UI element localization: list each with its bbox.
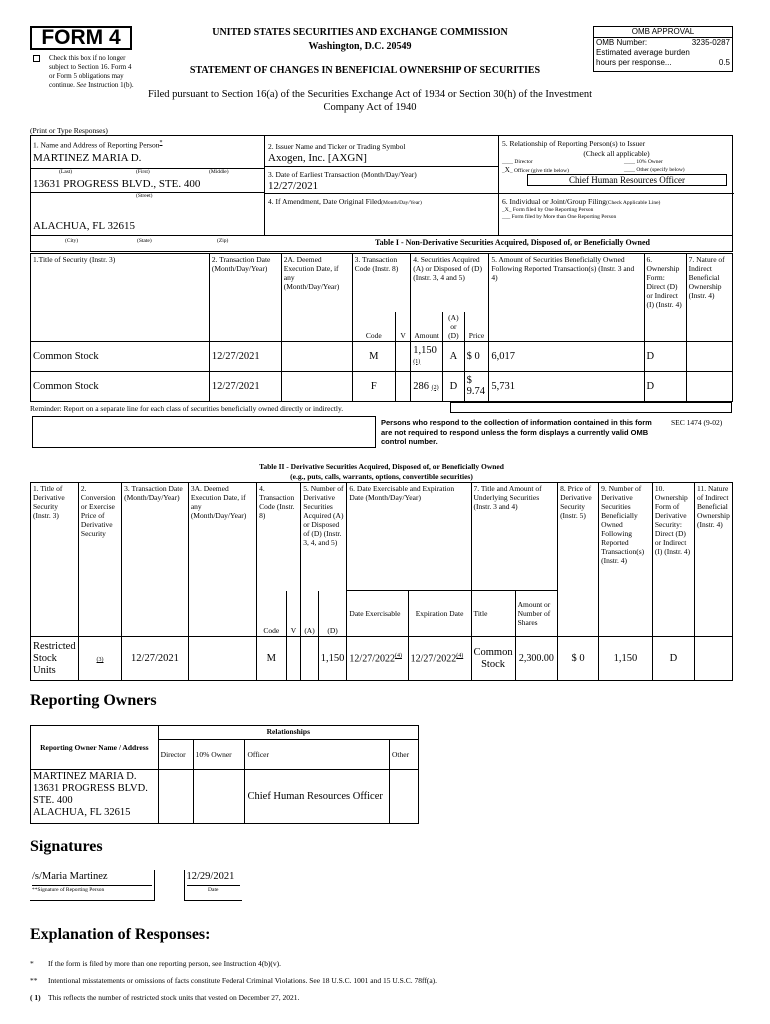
director-option[interactable]: Director [514, 159, 533, 165]
t2-r0-date: 12/27/2021 [122, 637, 189, 681]
checkbox-text: Check this box if no longer subject to Section 16. Form 4 or Form 5 obligations may continue. [49, 54, 132, 89]
t1-r0-v [395, 341, 410, 371]
group-one-mark[interactable]: X [504, 207, 509, 213]
signature-date-label: Date [187, 885, 241, 894]
t1-h-date: 2. Transaction Date (Month/Day/Year) [209, 254, 281, 342]
table-row [31, 341, 733, 371]
signatures-table [30, 870, 242, 901]
owners-h-owner: 10% Owner [193, 740, 245, 770]
last-label: (Last) [59, 169, 73, 175]
t2-h-conv: 2. Conversion or Exercise Price of Derivative Security [78, 483, 121, 637]
state-label: (State) [137, 238, 152, 244]
t1-h-deemed: 2A. Deemed Execution Date, if any (Month/Day/Year) [281, 254, 352, 342]
filed-pursuant: Filed pursuant to Section 16(a) of the Securities Exchange Act of 1934 or Section 30(h) of the Investment Company Act of 1940 [147, 89, 593, 113]
sec-number: SEC 1474 (9-02) [671, 418, 723, 427]
table2-subtitle: (e.g., puts, calls, warrants, options, convertible securities) [290, 472, 473, 481]
explanation-text: This reflects the number of restricted stock units that vested on December 27, 2021. [48, 993, 300, 1002]
t2-r0-under-amt: 2,300.00 [515, 637, 557, 681]
amendment-small: (Month/Day/Year) [381, 200, 422, 206]
print-type-note: (Print or Type Responses) [30, 126, 108, 135]
t1-r0-date: 12/27/2021 [209, 341, 281, 371]
issuer-label: 2. Issuer Name and Ticker or Trading Symbol [268, 142, 406, 151]
t1-r1-nature [686, 371, 732, 401]
omb-burden: Estimated average burden [596, 48, 690, 57]
omb-title: OMB APPROVAL [594, 27, 732, 38]
explanation-item [30, 993, 730, 1002]
t2-h-code: 4. Transaction Code (Instr. 8) [257, 483, 301, 591]
t1-h-owned: 5. Amount of Securities Beneficially Owned Following Reported Transaction(s) (Instr. 3 and 4) [489, 254, 644, 342]
owner-name-line: 13631 PROGRESS BLVD. [33, 783, 148, 794]
table-row [31, 637, 733, 681]
t2-h-t: Title [471, 591, 515, 637]
explanation-item [30, 976, 730, 985]
t1-r1-amount: 286 [413, 380, 429, 392]
owner-name-line: MARTINEZ MARIA D. [33, 771, 137, 782]
other-option[interactable]: Other (specify below) [636, 167, 685, 173]
t2-r0-owned: 1,150 [599, 637, 653, 681]
amendment-label: 4. If Amendment, Date Original Filed [268, 197, 382, 206]
t2-h-code-sub: Code [257, 591, 286, 637]
officer-mark[interactable]: X [504, 166, 510, 174]
t1-h-v: V [395, 312, 410, 342]
t1-r1-v [395, 371, 410, 401]
table-row [31, 770, 419, 824]
t2-h-a: (A) [301, 591, 319, 637]
first-label: (First) [136, 169, 150, 175]
form-title: FORM 4 [30, 26, 132, 50]
t1-r0-ad: A [443, 341, 465, 371]
t2-h-expiration: Expiration Date [408, 591, 471, 637]
t1-r0-code: M [352, 341, 395, 371]
t1-h-code: 3. Transaction Code (Instr. 8) [352, 254, 411, 312]
group-one-option[interactable]: Form filed by One Reporting Person [512, 207, 594, 213]
signature-label: Signature of Reporting Person [37, 887, 105, 893]
owner-name-line: STE. 400 [33, 795, 73, 806]
t1-r0-fn[interactable]: (1) [413, 358, 421, 365]
t1-h-amount: Amount [411, 312, 443, 342]
signatures-heading: Signatures [30, 838, 103, 855]
t1-h-aord: (A) or (D) [443, 312, 465, 342]
omb-hours: 0.5 [718, 58, 730, 67]
explanation-text: Intentional misstatements or omissions of facts constitute Federal Criminal Violations. See 18 U.S.C. 1001 and 15 U.S.C. 78ff(a). [48, 976, 438, 985]
checkbox-instr: Instruction 1(b). [88, 81, 134, 89]
t1-r1-deemed [281, 371, 352, 401]
relationship-sub: (Check all applicable) [583, 149, 650, 158]
t2-r0-under-title: Common Stock [471, 637, 515, 681]
explanation-mark: ( 1) [30, 993, 41, 1002]
omb-approval-box [593, 26, 733, 72]
earliest-date: 12/27/2021 [268, 180, 319, 192]
t1-r0-nature [686, 341, 732, 371]
t1-r1-price: $ 9.74 [464, 371, 489, 401]
t2-r0-exp: 12/27/2022 [410, 653, 457, 665]
t2-h-amt: Amount or Number of Shares [515, 591, 557, 637]
reminder-box-left [32, 416, 376, 448]
t1-r1-title: Common Stock [31, 371, 210, 401]
t1-r1-date: 12/27/2021 [209, 371, 281, 401]
t2-h-date-exercisable: Date Exercisable [347, 591, 408, 637]
t2-h-underlying: 7. Title and Amount of Underlying Securities (Instr. 3 and 4) [471, 483, 558, 591]
reporter-label-sup: * [159, 140, 163, 146]
t1-r1-code: F [352, 371, 395, 401]
explanation-heading: Explanation of Responses: [30, 926, 211, 943]
t2-h-v: V [286, 591, 301, 637]
owners-h-officer: Officer [245, 740, 390, 770]
reporter-name: MARTINEZ MARIA D. [33, 152, 142, 164]
group-filing-small: (Check Applicable Line) [605, 200, 661, 206]
middle-label: (Middle) [209, 169, 229, 175]
agency-city: Washington, D.C. 20549 [308, 41, 412, 52]
table-derivative [30, 482, 733, 681]
t1-r0-title: Common Stock [31, 341, 210, 371]
owners-h-other: Other [390, 740, 419, 770]
t2-h-form: 10. Ownership Form of Derivative Security: Direct (D) or Indirect (I) (Instr. 4) [652, 483, 694, 637]
t1-h-code-sub: Code [352, 312, 395, 342]
t2-h-exercisable: 6. Date Exercisable and Expiration Date (Month/Day/Year) [347, 483, 471, 591]
reporter-street: 13631 PROGRESS BLVD., STE. 400 [33, 178, 201, 190]
persons-respond: Persons who respond to the collection of information contained in this form are not required to respond unless the form displays a currently valid OMB control number. [381, 418, 652, 446]
t1-r1-form: D [644, 371, 686, 401]
owners-h-name: Reporting Owner Name / Address [31, 726, 159, 770]
group-filing-label: 6. Individual or Joint/Group Filing [502, 197, 606, 206]
t2-r0-conv-fn[interactable]: (3) [96, 657, 104, 663]
owner-option[interactable]: 10% Owner [636, 159, 663, 165]
t1-r0-owned: 6,017 [489, 341, 644, 371]
explanation-item [30, 959, 730, 968]
reminder-box-right [450, 402, 732, 413]
reporter-city: ALACHUA, FL 32615 [33, 220, 135, 232]
t2-h-d: (D) [318, 591, 347, 637]
t1-r0-form: D [644, 341, 686, 371]
t2-h-deemed: 3A. Deemed Execution Date, if any (Month/Day/Year) [188, 483, 256, 637]
reporting-owners-heading: Reporting Owners [30, 692, 157, 709]
t2-r0-code: M [257, 637, 286, 681]
t2-r0-a [301, 637, 319, 681]
t1-r1-owned: 5,731 [489, 371, 644, 401]
t2-r0-exer: 12/27/2022 [349, 653, 395, 665]
checkbox-see: See [76, 81, 87, 89]
t1-r1-ad: D [443, 371, 465, 401]
t1-h-title: 1.Title of Security (Instr. 3) [31, 254, 210, 342]
reporting-owners-table [30, 725, 419, 824]
city-label: (City) [65, 238, 79, 244]
table-non-derivative [30, 253, 733, 402]
t2-h-owned: 9. Number of Derivative Securities Beneficially Owned Following Reported Transaction(s) (Instr. 4) [599, 483, 653, 637]
t1-r1-fn[interactable]: (2) [431, 384, 439, 391]
t2-r0-exer-fn[interactable]: (4) [394, 652, 402, 659]
reminder-text: Reminder: Report on a separate line for each class of securities beneficially owned directly or indirectly. [30, 404, 344, 413]
t1-r0-amount: 1,150 [413, 344, 437, 356]
t1-r0-deemed [281, 341, 352, 371]
t2-r0-nature [694, 637, 732, 681]
explanation-mark: ** [30, 976, 38, 985]
t2-r0-form: D [652, 637, 694, 681]
owner-officer-title: Chief Human Resources Officer [245, 770, 390, 824]
no-longer-subject-checkbox[interactable] [33, 55, 40, 62]
reporting-info-box: 1. Name and Address of Reporting Person* MARTINEZ MARIA D. (Last) (First) (Middle) 13631 PROGRESS BLVD., STE. 400 (Street) ALACHUA, FL 32615 2. Issuer Name and Ticker or Trading Symbol Axogen, Inc. [AXGN] 3. Date of Earliest Transaction (Month/Day/Year) 12/27/2021 4. If Amendment, Date Original Filed(Month/Day/Year) 5. Relationship of Reporting Person(s) to Issuer (Check all applicable) ____ Director ____ 10% Owner _X_ Officer (give title below) ____ Other (specify below) Chief Human Resources Officer 6. Individual or Joint/Group Filing(Check Applicable Line) _X_ Form filed by One Reporting Person ___ Form filed by More than One Reporting Person [30, 135, 733, 236]
owners-h-rel: Relationships [158, 726, 418, 740]
statement-title: STATEMENT OF CHANGES IN BENEFICIAL OWNERSHIP OF SECURITIES [189, 65, 541, 76]
t2-h-number: 5. Number of Derivative Securities Acquired (A) or Disposed of (D) (Instr. 3, 4, and 5) [301, 483, 347, 591]
table2-title: Table II - Derivative Securities Acquired, Disposed of, or Beneficially Owned [259, 462, 504, 471]
explanation-mark: * [30, 959, 34, 968]
t1-h-form: 6. Ownership Form: Direct (D) or Indirect (I) (Instr. 4) [644, 254, 686, 342]
t2-r0-price: $ 0 [558, 637, 599, 681]
group-more-option[interactable]: Form filed by More than One Reporting Person [511, 214, 617, 220]
signature: /s/Maria Martinez [32, 871, 108, 882]
explanation-text: If the form is filed by more than one reporting person, see Instruction 4(b)(v). [48, 959, 282, 968]
t1-h-price: Price [464, 312, 489, 342]
table-row [31, 371, 733, 401]
t2-h-price: 8. Price of Derivative Security (Instr. 5) [558, 483, 599, 637]
t2-r0-v [286, 637, 301, 681]
no-longer-subject-checkbox-area [33, 54, 139, 90]
t1-h-nature: 7. Nature of Indirect Beneficial Ownership (Instr. 4) [686, 254, 732, 342]
officer-title: Chief Human Resources Officer [527, 174, 727, 186]
t2-r0-deemed [188, 637, 256, 681]
signature-date: 12/29/2021 [186, 871, 235, 882]
t2-h-nature: 11. Nature of Indirect Beneficial Ownership (Instr. 4) [694, 483, 732, 637]
zip-label: (Zip) [217, 238, 229, 244]
owner-name-line: ALACHUA, FL 32615 [33, 807, 131, 818]
relationship-label: 5. Relationship of Reporting Person(s) to Issuer [502, 139, 646, 148]
t2-r0-d: 1,150 [318, 637, 347, 681]
t2-h-title: 1. Title of Derivative Security (Instr. 3) [31, 483, 79, 637]
t1-h-acquired: 4. Securities Acquired (A) or Disposed of (D) (Instr. 3, 4 and 5) [411, 254, 489, 312]
omb-number: 3235-0287 [691, 38, 730, 47]
t2-r0-title: Restricted Stock Units [31, 637, 79, 681]
t1-r0-price: $ 0 [464, 341, 489, 371]
earliest-date-label: 3. Date of Earliest Transaction (Month/Day/Year) [268, 170, 417, 179]
omb-number-label: OMB Number: [596, 38, 648, 47]
issuer-name: Axogen, Inc. [AXGN] [268, 152, 367, 164]
officer-option[interactable]: Officer (give title below) [513, 168, 569, 174]
t2-h-date: 3. Transaction Date (Month/Day/Year) [122, 483, 189, 637]
table1-title: Table I - Non-Derivative Securities Acquired, Disposed of, or Beneficially Owned [375, 238, 650, 247]
owners-h-director: Director [158, 740, 193, 770]
agency-name: UNITED STATES SECURITIES AND EXCHANGE COMMISSION [212, 27, 508, 38]
street-label: (Street) [136, 193, 153, 199]
omb-hours-label: hours per response... [596, 58, 672, 67]
reporter-label: 1. Name and Address of Reporting Person [33, 140, 160, 150]
t2-r0-exp-fn[interactable]: (4) [456, 652, 464, 659]
signature-label-sup: ** [32, 887, 38, 893]
